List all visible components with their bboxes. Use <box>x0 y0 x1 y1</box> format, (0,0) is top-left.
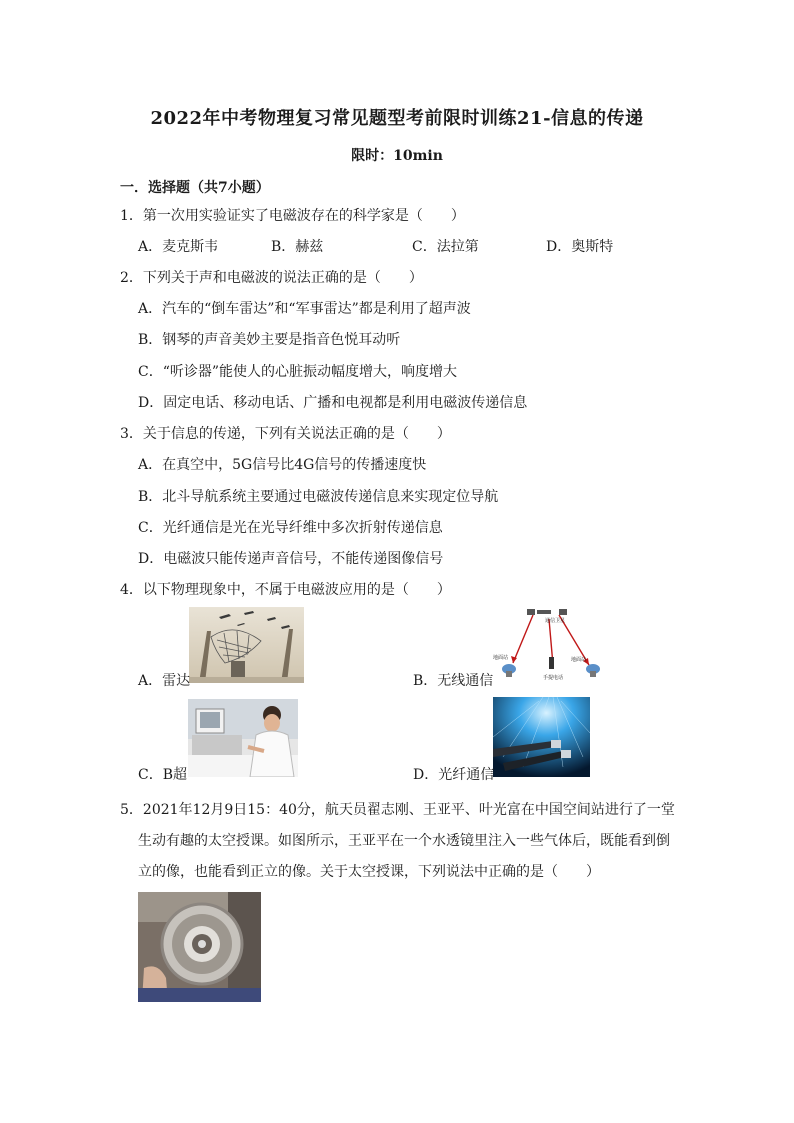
station-left-label: 地面站 <box>493 655 509 661</box>
question-2-option-c[interactable]: C．“听诊器”能使人的心脏振动幅度增大，响度增大 <box>138 364 458 380</box>
question-1-stem: 1．第一次用实验证实了电磁波存在的科学家是（ ） <box>120 208 465 224</box>
question-2-option-d[interactable]: D．固定电话、移动电话、广播和电视都是利用电磁波传递信息 <box>138 395 528 411</box>
question-4-option-c[interactable]: C．B超 <box>138 767 187 783</box>
question-3-option-b[interactable]: B．北斗导航系统主要通过电磁波传递信息来实现定位导航 <box>138 489 499 505</box>
question-2-option-b[interactable]: B．钢琴的声音美妙主要是指音色悦耳动听 <box>138 332 401 348</box>
question-5-stem-line-3: 立的像，也能看到正立的像。关于太空授课，下列说法中正确的是（ ） <box>138 864 600 880</box>
question-4-option-a[interactable]: A．雷达 <box>138 673 191 689</box>
question-1-option-d[interactable]: D．奥斯特 <box>546 239 614 255</box>
question-1-option-b[interactable]: B．赫兹 <box>271 239 324 255</box>
station-right-label: 地面站 <box>571 657 587 663</box>
question-5-stem-line-2: 生动有趣的太空授课。如图所示，王亚平在一个水透镜里注入一些气体后，既能看到倒 <box>138 833 670 849</box>
question-1-option-c[interactable]: C．法拉第 <box>412 239 479 255</box>
question-2-stem: 2．下列关于声和电磁波的说法正确的是（ ） <box>120 270 423 286</box>
satellite-label: 通信卫星 <box>545 618 566 624</box>
section-heading: 一．选择题（共7小题） <box>120 180 270 196</box>
question-3-option-a[interactable]: A．在真空中，5G信号比4G信号的传播速度快 <box>138 457 427 473</box>
question-3-option-d[interactable]: D．电磁波只能传递声音信号，不能传递图像信号 <box>138 551 444 567</box>
water-lens-photo <box>138 892 261 1002</box>
phone-label: 手提电话 <box>543 675 564 681</box>
question-3-stem: 3．关于信息的传递，下列有关说法正确的是（ ） <box>120 426 451 442</box>
question-4-option-b[interactable]: B．无线通信 <box>413 673 494 689</box>
question-2-option-a[interactable]: A．汽车的“倒车雷达”和“军事雷达”都是利用了超声波 <box>138 301 471 317</box>
question-4-stem: 4．以下物理现象中，不属于电磁波应用的是（ ） <box>120 582 451 598</box>
question-1-option-a[interactable]: A．麦克斯韦 <box>138 239 219 255</box>
question-5-stem-line-1: 5．2021年12月9日15：40分，航天员翟志刚、王亚平、叶光富在中国空间站进行了一堂 <box>120 802 675 818</box>
radar-image <box>189 607 304 683</box>
question-4-option-d[interactable]: D．光纤通信 <box>413 767 495 783</box>
question-3-option-c[interactable]: C．光纤通信是光在光导纤维中多次折射传递信息 <box>138 520 443 536</box>
wireless-diagram <box>489 607 610 685</box>
page-title: 2022年中考物理复习常见题型考前限时训练21-信息的传递 <box>150 108 644 129</box>
time-limit: 限时：10min <box>351 148 443 164</box>
b-ultrasound-image <box>188 699 298 777</box>
optical-fiber-image <box>493 697 590 777</box>
